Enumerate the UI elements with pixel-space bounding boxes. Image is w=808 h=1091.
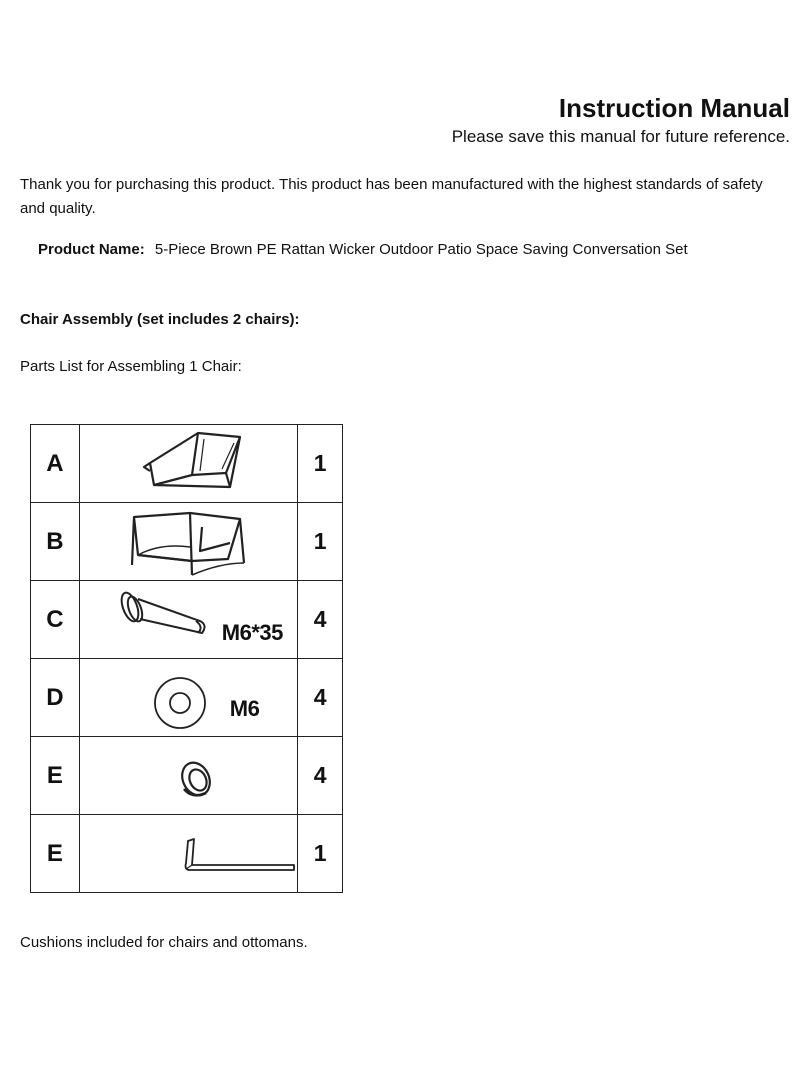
table-row <box>31 425 343 503</box>
table-row <box>31 503 343 581</box>
part-quantity: 1 <box>298 503 343 581</box>
part-quantity: 4 <box>298 737 343 815</box>
intro-text: Thank you for purchasing this product. This product has been manufactured with the highest standards of safety and quality. <box>20 176 763 217</box>
part-image-cell <box>79 581 297 659</box>
part-size-label: M6 <box>229 696 260 721</box>
part-letter: C <box>31 581 80 659</box>
part-quantity: 4 <box>298 581 343 659</box>
page-subtitle: Please save this manual for future reference. <box>451 127 790 146</box>
page-title: Instruction Manual <box>558 93 790 123</box>
product-name-label: Product Name: <box>38 241 145 258</box>
part-letter: D <box>31 659 80 737</box>
part-quantity: 4 <box>298 659 343 737</box>
part-letter: A <box>31 425 80 503</box>
part-image-cell <box>79 815 297 893</box>
spring-washer-icon <box>80 737 299 814</box>
part-letter: E <box>31 815 80 893</box>
product-name-line <box>38 241 688 258</box>
table-row <box>31 737 343 815</box>
part-size-label: M6*35 <box>221 620 283 645</box>
product-name-value: 5-Piece Brown PE Rattan Wicker Outdoor Patio Space Saving Conversation Set <box>154 241 688 258</box>
part-image-cell <box>79 659 297 737</box>
table-row <box>31 581 343 659</box>
parts-list-intro: Parts List for Assembling 1 Chair: <box>20 358 242 375</box>
table-row <box>31 659 343 737</box>
part-letter: B <box>31 503 80 581</box>
part-quantity: 1 <box>298 425 343 503</box>
table-row <box>31 815 343 893</box>
part-quantity: 1 <box>298 815 343 893</box>
allen-key-icon <box>80 815 299 892</box>
chair-frame-icon <box>80 425 299 502</box>
part-image-cell <box>79 737 297 815</box>
parts-table <box>30 424 343 893</box>
chair-assembly-heading: Chair Assembly (set includes 2 chairs): <box>20 311 300 328</box>
part-image-cell <box>79 503 297 581</box>
part-image-cell <box>79 425 297 503</box>
washer-icon <box>80 659 299 736</box>
chair-base-frame-icon <box>80 503 299 580</box>
cushions-note: Cushions included for chairs and ottomans. <box>20 934 308 951</box>
part-letter: E <box>31 737 80 815</box>
